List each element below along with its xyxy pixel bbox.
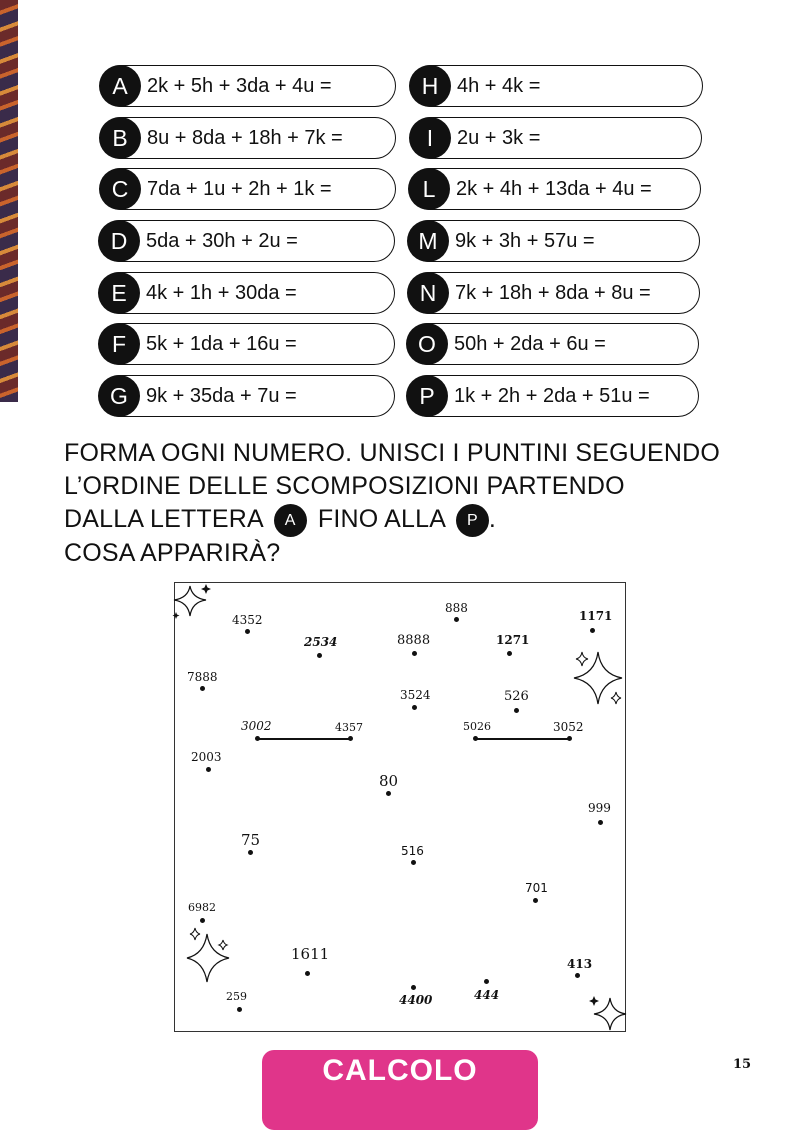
dot bbox=[412, 705, 417, 710]
exercise-row-m bbox=[408, 220, 700, 262]
exercise-row-f bbox=[99, 323, 395, 365]
dot-label: 526 bbox=[504, 689, 529, 704]
connecting-line-right bbox=[475, 738, 569, 740]
dot bbox=[206, 767, 211, 772]
exercise-letter-badge: L bbox=[408, 168, 450, 210]
sparkle-icon bbox=[185, 926, 233, 984]
dot bbox=[305, 971, 310, 976]
dot bbox=[473, 736, 478, 741]
instructions-end-text: . bbox=[488, 505, 497, 533]
dot-label: 75 bbox=[241, 831, 261, 849]
dot bbox=[245, 629, 250, 634]
connecting-line-left bbox=[257, 738, 350, 740]
exercise-letter-badge: B bbox=[99, 117, 141, 159]
exercise-row-o bbox=[407, 323, 699, 365]
dot-label: 7888 bbox=[187, 670, 218, 684]
sparkle-icon bbox=[172, 582, 212, 620]
exercise-letter-badge: I bbox=[409, 117, 451, 159]
dot bbox=[412, 651, 417, 656]
exercise-letter-badge: C bbox=[99, 168, 141, 210]
dot-label: 413 bbox=[567, 957, 593, 971]
exercise-letter-badge: F bbox=[98, 323, 140, 365]
exercise-letter-badge: M bbox=[407, 220, 449, 262]
exercise-letter-badge: H bbox=[409, 65, 451, 107]
dot-label: 3052 bbox=[553, 720, 584, 734]
dot bbox=[411, 860, 416, 865]
dot bbox=[200, 686, 205, 691]
dot-label: 1171 bbox=[579, 609, 613, 623]
dot-label: 3002 bbox=[241, 719, 272, 733]
exercise-expression: 9k + 35da + 7u = bbox=[146, 385, 297, 407]
exercise-expression: 8u + 8da + 18h + 7k = bbox=[147, 127, 343, 149]
dot-label: 6982 bbox=[188, 901, 216, 914]
exercise-row-b bbox=[100, 117, 396, 159]
dot bbox=[317, 653, 322, 658]
dot bbox=[237, 1007, 242, 1012]
dot-label: 8888 bbox=[397, 633, 431, 648]
dot-label: 1271 bbox=[496, 633, 530, 647]
instructions-line-1: FORMA OGNI NUMERO. UNISCI I PUNTINI SEGUENDO bbox=[64, 439, 721, 467]
dot-label: 999 bbox=[588, 801, 611, 815]
instructions-mid-text: FINO ALLA bbox=[317, 505, 445, 533]
dot-label: 2003 bbox=[191, 750, 222, 764]
exercise-expression: 9k + 3h + 57u = bbox=[455, 230, 595, 252]
exercise-expression: 2k + 5h + 3da + 4u = bbox=[147, 75, 332, 97]
end-letter-badge: P bbox=[456, 504, 489, 537]
exercise-row-l bbox=[409, 168, 701, 210]
exercise-expression: 7k + 18h + 8da + 8u = bbox=[455, 282, 651, 304]
section-tab-calcolo: CALCOLO bbox=[262, 1050, 538, 1130]
dot-label: 888 bbox=[445, 601, 468, 615]
dot bbox=[567, 736, 572, 741]
instructions bbox=[64, 437, 720, 570]
dot bbox=[575, 973, 580, 978]
dot bbox=[348, 736, 353, 741]
exercise-row-i bbox=[410, 117, 702, 159]
exercise-expression: 50h + 2da + 6u = bbox=[454, 333, 606, 355]
instructions-line-3 bbox=[64, 503, 720, 537]
sparkle-icon bbox=[570, 646, 626, 710]
dot-label: 4357 bbox=[335, 721, 363, 734]
exercise-row-a bbox=[100, 65, 396, 107]
dot bbox=[590, 628, 595, 633]
exercise-expression: 2u + 3k = bbox=[457, 127, 541, 149]
exercise-letter-badge: G bbox=[98, 375, 140, 417]
exercise-letter-badge: P bbox=[406, 375, 448, 417]
exercise-expression: 4h + 4k = bbox=[457, 75, 541, 97]
dot-label: 701 bbox=[525, 881, 548, 895]
exercise-row-h bbox=[410, 65, 703, 107]
instructions-line-2: L’ORDINE DELLE SCOMPOSIZIONI PARTENDO bbox=[64, 472, 625, 500]
exercise-expression: 2k + 4h + 13da + 4u = bbox=[456, 178, 652, 200]
exercise-row-g bbox=[99, 375, 395, 417]
exercise-row-n bbox=[408, 272, 700, 314]
exercise-letter-badge: N bbox=[407, 272, 449, 314]
exercise-row-e bbox=[99, 272, 395, 314]
dot bbox=[507, 651, 512, 656]
exercise-expression: 4k + 1h + 30da = bbox=[146, 282, 297, 304]
exercise-expression: 5k + 1da + 16u = bbox=[146, 333, 297, 355]
decorative-side-strip bbox=[0, 0, 18, 402]
dot bbox=[248, 850, 253, 855]
exercise-row-c bbox=[100, 168, 396, 210]
exercise-letter-badge: D bbox=[98, 220, 140, 262]
dot bbox=[514, 708, 519, 713]
exercise-row-d bbox=[99, 220, 395, 262]
exercise-letter-badge: O bbox=[406, 323, 448, 365]
dot-label: 444 bbox=[474, 988, 500, 1002]
exercise-expression: 7da + 1u + 2h + 1k = bbox=[147, 178, 332, 200]
dot-label: 5026 bbox=[463, 720, 491, 733]
dot-label: 80 bbox=[379, 772, 399, 790]
dot-label: 259 bbox=[226, 990, 247, 1003]
dot bbox=[454, 617, 459, 622]
exercise-expression: 5da + 30h + 2u = bbox=[146, 230, 298, 252]
start-letter-badge: A bbox=[274, 504, 307, 537]
instructions-start-text: DALLA LETTERA bbox=[64, 505, 263, 533]
dot-label: 4400 bbox=[399, 993, 433, 1007]
page-number: 15 bbox=[733, 1057, 752, 1072]
exercise-letter-badge: E bbox=[98, 272, 140, 314]
dot-label: 516 bbox=[401, 844, 424, 858]
dot bbox=[411, 985, 416, 990]
dot bbox=[598, 820, 603, 825]
dot-to-dot-puzzle bbox=[174, 582, 626, 1032]
dot bbox=[533, 898, 538, 903]
dot bbox=[200, 918, 205, 923]
dot bbox=[484, 979, 489, 984]
sparkle-icon bbox=[588, 994, 630, 1034]
dot bbox=[255, 736, 260, 741]
dot-label: 3524 bbox=[400, 688, 431, 702]
exercise-expression: 1k + 2h + 2da + 51u = bbox=[454, 385, 650, 407]
dot-label: 2534 bbox=[304, 635, 338, 649]
exercise-letter-badge: A bbox=[99, 65, 141, 107]
dot-label: 1611 bbox=[291, 945, 330, 963]
dot-label: 4352 bbox=[232, 613, 263, 627]
instructions-line-4: COSA APPARIRÀ? bbox=[64, 538, 281, 567]
exercise-row-p bbox=[407, 375, 699, 417]
dot bbox=[386, 791, 391, 796]
